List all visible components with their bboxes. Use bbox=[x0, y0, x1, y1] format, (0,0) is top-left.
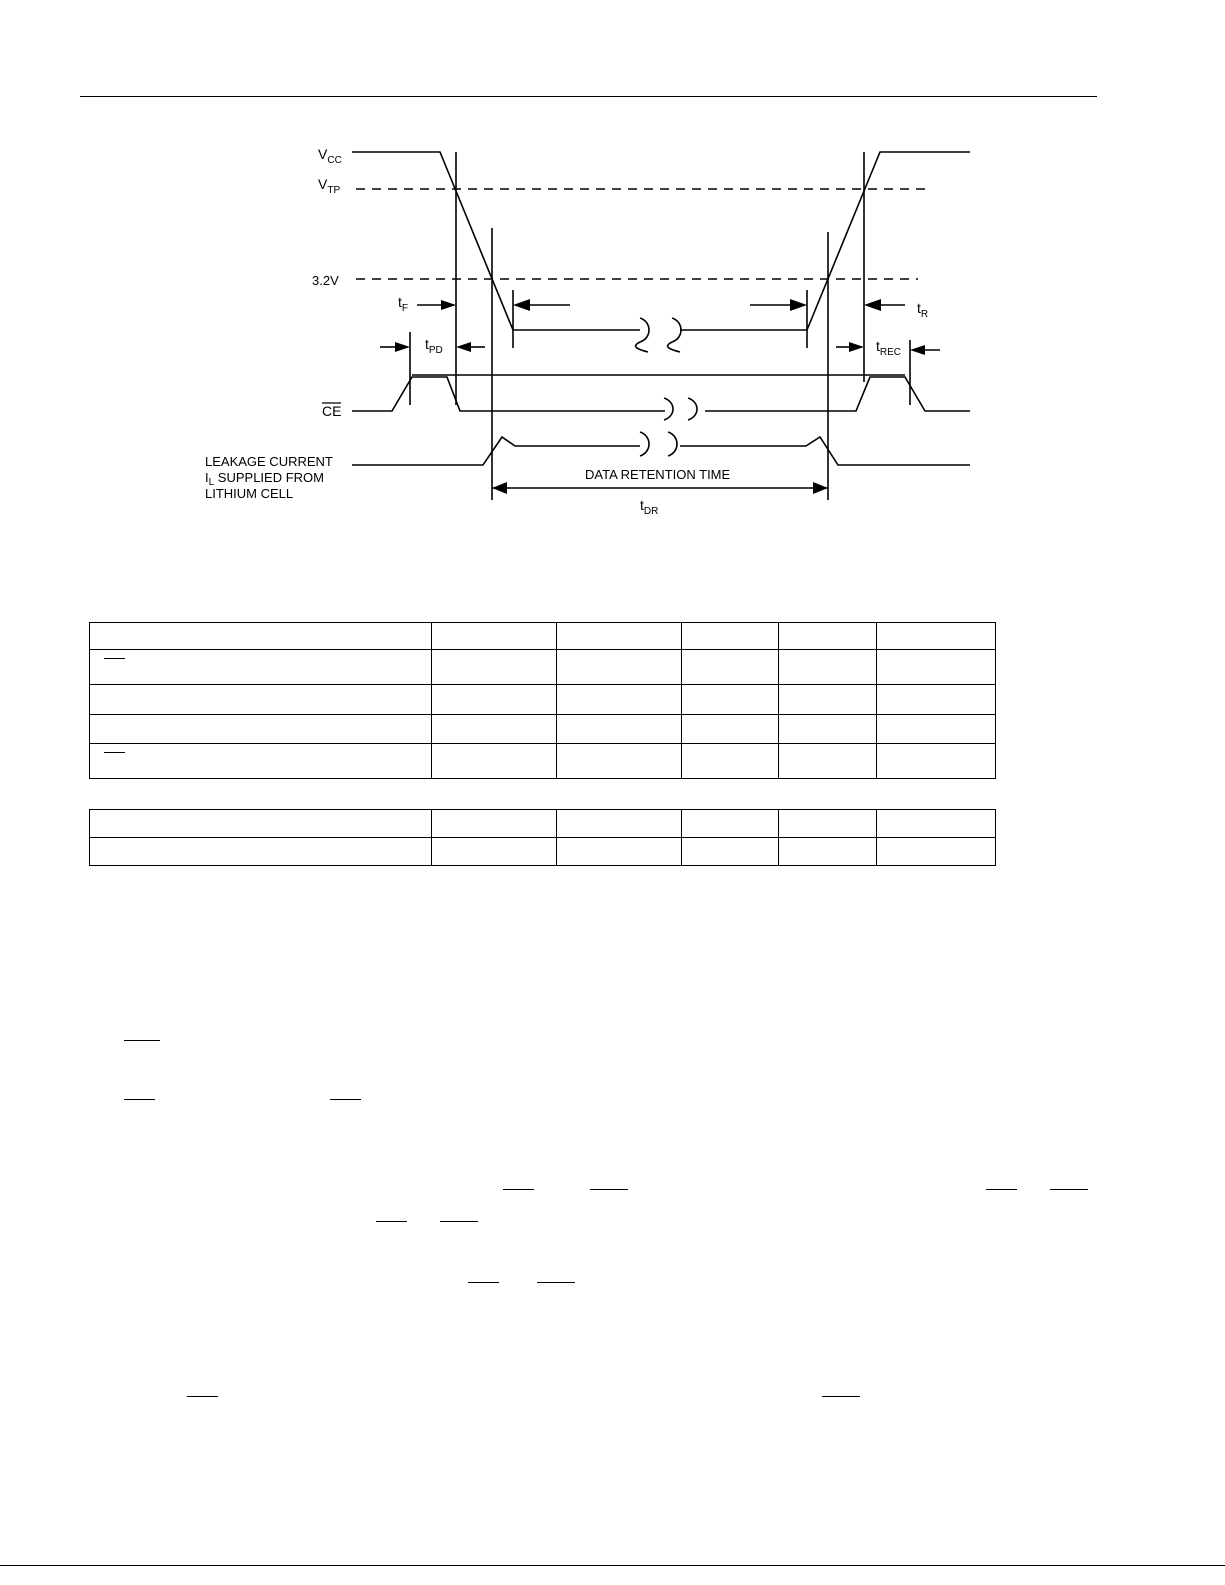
overline-mark bbox=[440, 1221, 478, 1222]
data-retention-timing-diagram bbox=[0, 0, 1225, 540]
overline-mark bbox=[468, 1282, 499, 1283]
trec-left-arrowhead bbox=[849, 342, 864, 352]
trec-right-arrowhead bbox=[910, 345, 925, 355]
overline-mark bbox=[822, 1396, 860, 1397]
overline-mark bbox=[376, 1221, 407, 1222]
tpd-label: $t_{PD}$ bbox=[425, 336, 443, 356]
overline-mark bbox=[986, 1189, 1017, 1190]
vcc-min-right-arrowhead bbox=[790, 299, 807, 311]
overline-mark bbox=[503, 1189, 534, 1190]
leakage-label-line3: LITHIUM CELL bbox=[205, 486, 294, 501]
break-mark-ce-1 bbox=[664, 398, 673, 420]
table-row bbox=[90, 685, 996, 715]
3v2-label: 3.2V bbox=[312, 273, 339, 288]
ce-waveform-right bbox=[705, 377, 970, 411]
leakage-waveform-right bbox=[680, 437, 970, 465]
tdr-left-arrowhead bbox=[492, 482, 507, 494]
footer-rule bbox=[0, 1565, 1225, 1566]
vtp-label: $V_{TP}$ bbox=[318, 176, 341, 196]
overline-mark bbox=[330, 1099, 361, 1100]
tf-label: $t_F$ bbox=[398, 294, 408, 314]
ce-label: CE bbox=[322, 403, 342, 419]
table-row bbox=[90, 810, 996, 838]
overline-mark bbox=[590, 1189, 628, 1190]
table-row bbox=[90, 623, 996, 650]
vcc-min-left-arrowhead bbox=[513, 299, 530, 311]
tdr-right-arrowhead bbox=[813, 482, 828, 494]
tpd-left-arrowhead bbox=[395, 342, 410, 352]
leakage-waveform-left bbox=[352, 437, 640, 465]
tr-label: $t_R$ bbox=[917, 300, 929, 320]
break-mark-ce-2 bbox=[688, 398, 697, 420]
leakage-label-line1: LEAKAGE CURRENT bbox=[205, 454, 333, 469]
overline-mark bbox=[537, 1282, 575, 1283]
table-row bbox=[90, 744, 996, 779]
overline-mark bbox=[187, 1396, 218, 1397]
tdr-label: $t_{DR}$ bbox=[640, 497, 659, 517]
ce-waveform-left bbox=[352, 377, 665, 411]
vcc-label: $V_{CC}$ bbox=[318, 146, 342, 166]
table-row bbox=[90, 715, 996, 744]
tr-arrowhead bbox=[864, 299, 881, 311]
tpd-right-arrowhead bbox=[456, 342, 471, 352]
ce-overline-mark bbox=[104, 658, 125, 659]
vcc-waveform bbox=[352, 152, 640, 330]
table-row bbox=[90, 838, 996, 866]
overline-mark bbox=[1050, 1189, 1088, 1190]
timing-parameters-table bbox=[89, 622, 996, 779]
trec-label: $t_{REC}$ bbox=[876, 338, 902, 358]
break-mark-vcc-1 bbox=[636, 318, 649, 352]
vcc-waveform-right bbox=[680, 152, 970, 330]
break-mark-vcc-2 bbox=[668, 318, 681, 352]
break-mark-leak-1 bbox=[640, 432, 649, 456]
break-mark-leak-2 bbox=[668, 432, 677, 456]
data-retention-time-label: DATA RETENTION TIME bbox=[585, 467, 731, 482]
overline-mark bbox=[124, 1099, 155, 1100]
capacitance-table bbox=[89, 809, 996, 866]
table-row bbox=[90, 650, 996, 685]
leakage-label-line2: $I_L$ SUPPLIED FROM bbox=[205, 470, 324, 488]
ce-overline-mark bbox=[104, 752, 125, 753]
overline-mark bbox=[124, 1040, 160, 1041]
tf-arrowhead bbox=[441, 300, 456, 310]
